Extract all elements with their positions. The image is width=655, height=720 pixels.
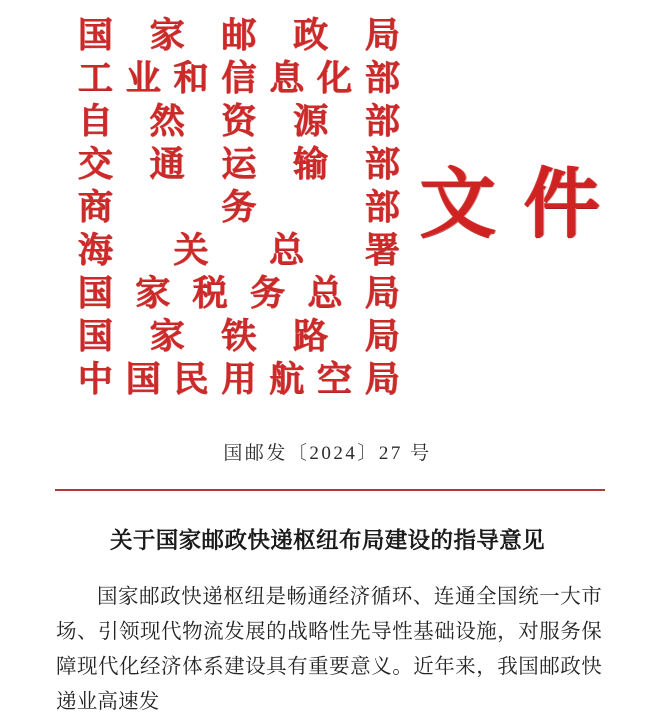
agency-char: 用	[221, 359, 257, 400]
agency-line-9	[78, 358, 400, 401]
agency-char: 总	[307, 273, 343, 314]
agency-char: 税	[192, 273, 228, 314]
agency-char: 交	[78, 144, 114, 185]
agency-char: 部	[364, 144, 400, 185]
body-paragraph: 国家邮政快递枢纽是畅通经济循环、连通全国统一大市场、引领现代物流发展的战略性先导性基础设施，对服务保障现代化经济体系建设具有重要意义。近年来，我国邮政快递业高速发	[56, 586, 602, 713]
agency-char: 部	[364, 101, 400, 142]
agency-char: 国	[78, 316, 114, 357]
agency-char: 输	[293, 144, 329, 185]
agency-line-8	[78, 315, 400, 358]
agency-char: 国	[125, 359, 161, 400]
agency-char: 邮	[221, 15, 257, 56]
agency-char: 国	[78, 15, 114, 56]
agency-line-1	[78, 14, 400, 57]
agency-char: 化	[317, 58, 353, 99]
agency-char: 商	[78, 187, 114, 228]
agency-char: 资	[221, 101, 257, 142]
agency-char: 民	[173, 359, 209, 400]
agency-line-7	[78, 272, 400, 315]
issuing-agency-list	[78, 14, 400, 401]
agency-char: 源	[293, 101, 329, 142]
agency-char: 路	[293, 316, 329, 357]
agency-char: 空	[317, 359, 353, 400]
agency-line-4	[78, 143, 400, 186]
agency-char: 家	[149, 316, 185, 357]
agency-char: 局	[364, 273, 400, 314]
agency-char: 自	[78, 101, 114, 142]
agency-char: 然	[149, 101, 185, 142]
agency-char: 务	[250, 273, 286, 314]
agency-char: 部	[364, 187, 400, 228]
agency-char: 家	[149, 15, 185, 56]
document-title: 关于国家邮政快递枢纽布局建设的指导意见	[109, 528, 546, 554]
wenjian-char: 件	[524, 159, 600, 248]
agency-char: 运	[221, 144, 257, 185]
agency-char: 通	[149, 144, 185, 185]
agency-char: 息	[269, 58, 305, 99]
agency-char: 国	[78, 273, 114, 314]
agency-char: 信	[221, 58, 257, 99]
agency-char: 家	[135, 273, 171, 314]
document-number: 国邮发〔2024〕27 号	[223, 443, 432, 464]
agency-line-5	[78, 186, 400, 229]
agency-char: 铁	[221, 316, 257, 357]
agency-line-3	[78, 100, 400, 143]
agency-char: 局	[364, 15, 400, 56]
agency-char: 务	[221, 187, 257, 228]
agency-char: 政	[293, 15, 329, 56]
wenjian-label	[420, 160, 600, 248]
agency-char: 总	[269, 230, 305, 271]
agency-char: 中	[78, 359, 114, 400]
agency-char: 局	[364, 316, 400, 357]
agency-char: 业	[125, 58, 161, 99]
agency-char: 海	[78, 230, 114, 271]
agency-char: 和	[173, 58, 209, 99]
red-separator-rule	[55, 489, 605, 491]
agency-line-6	[78, 229, 400, 272]
agency-char: 关	[173, 230, 209, 271]
agency-char: 局	[364, 359, 400, 400]
agency-char: 工	[78, 58, 114, 99]
agency-char: 署	[364, 230, 400, 271]
agency-char: 部	[364, 58, 400, 99]
agency-char: 航	[269, 359, 305, 400]
agency-line-2	[78, 57, 400, 100]
document-body	[56, 580, 602, 720]
wenjian-char: 文	[420, 159, 496, 248]
